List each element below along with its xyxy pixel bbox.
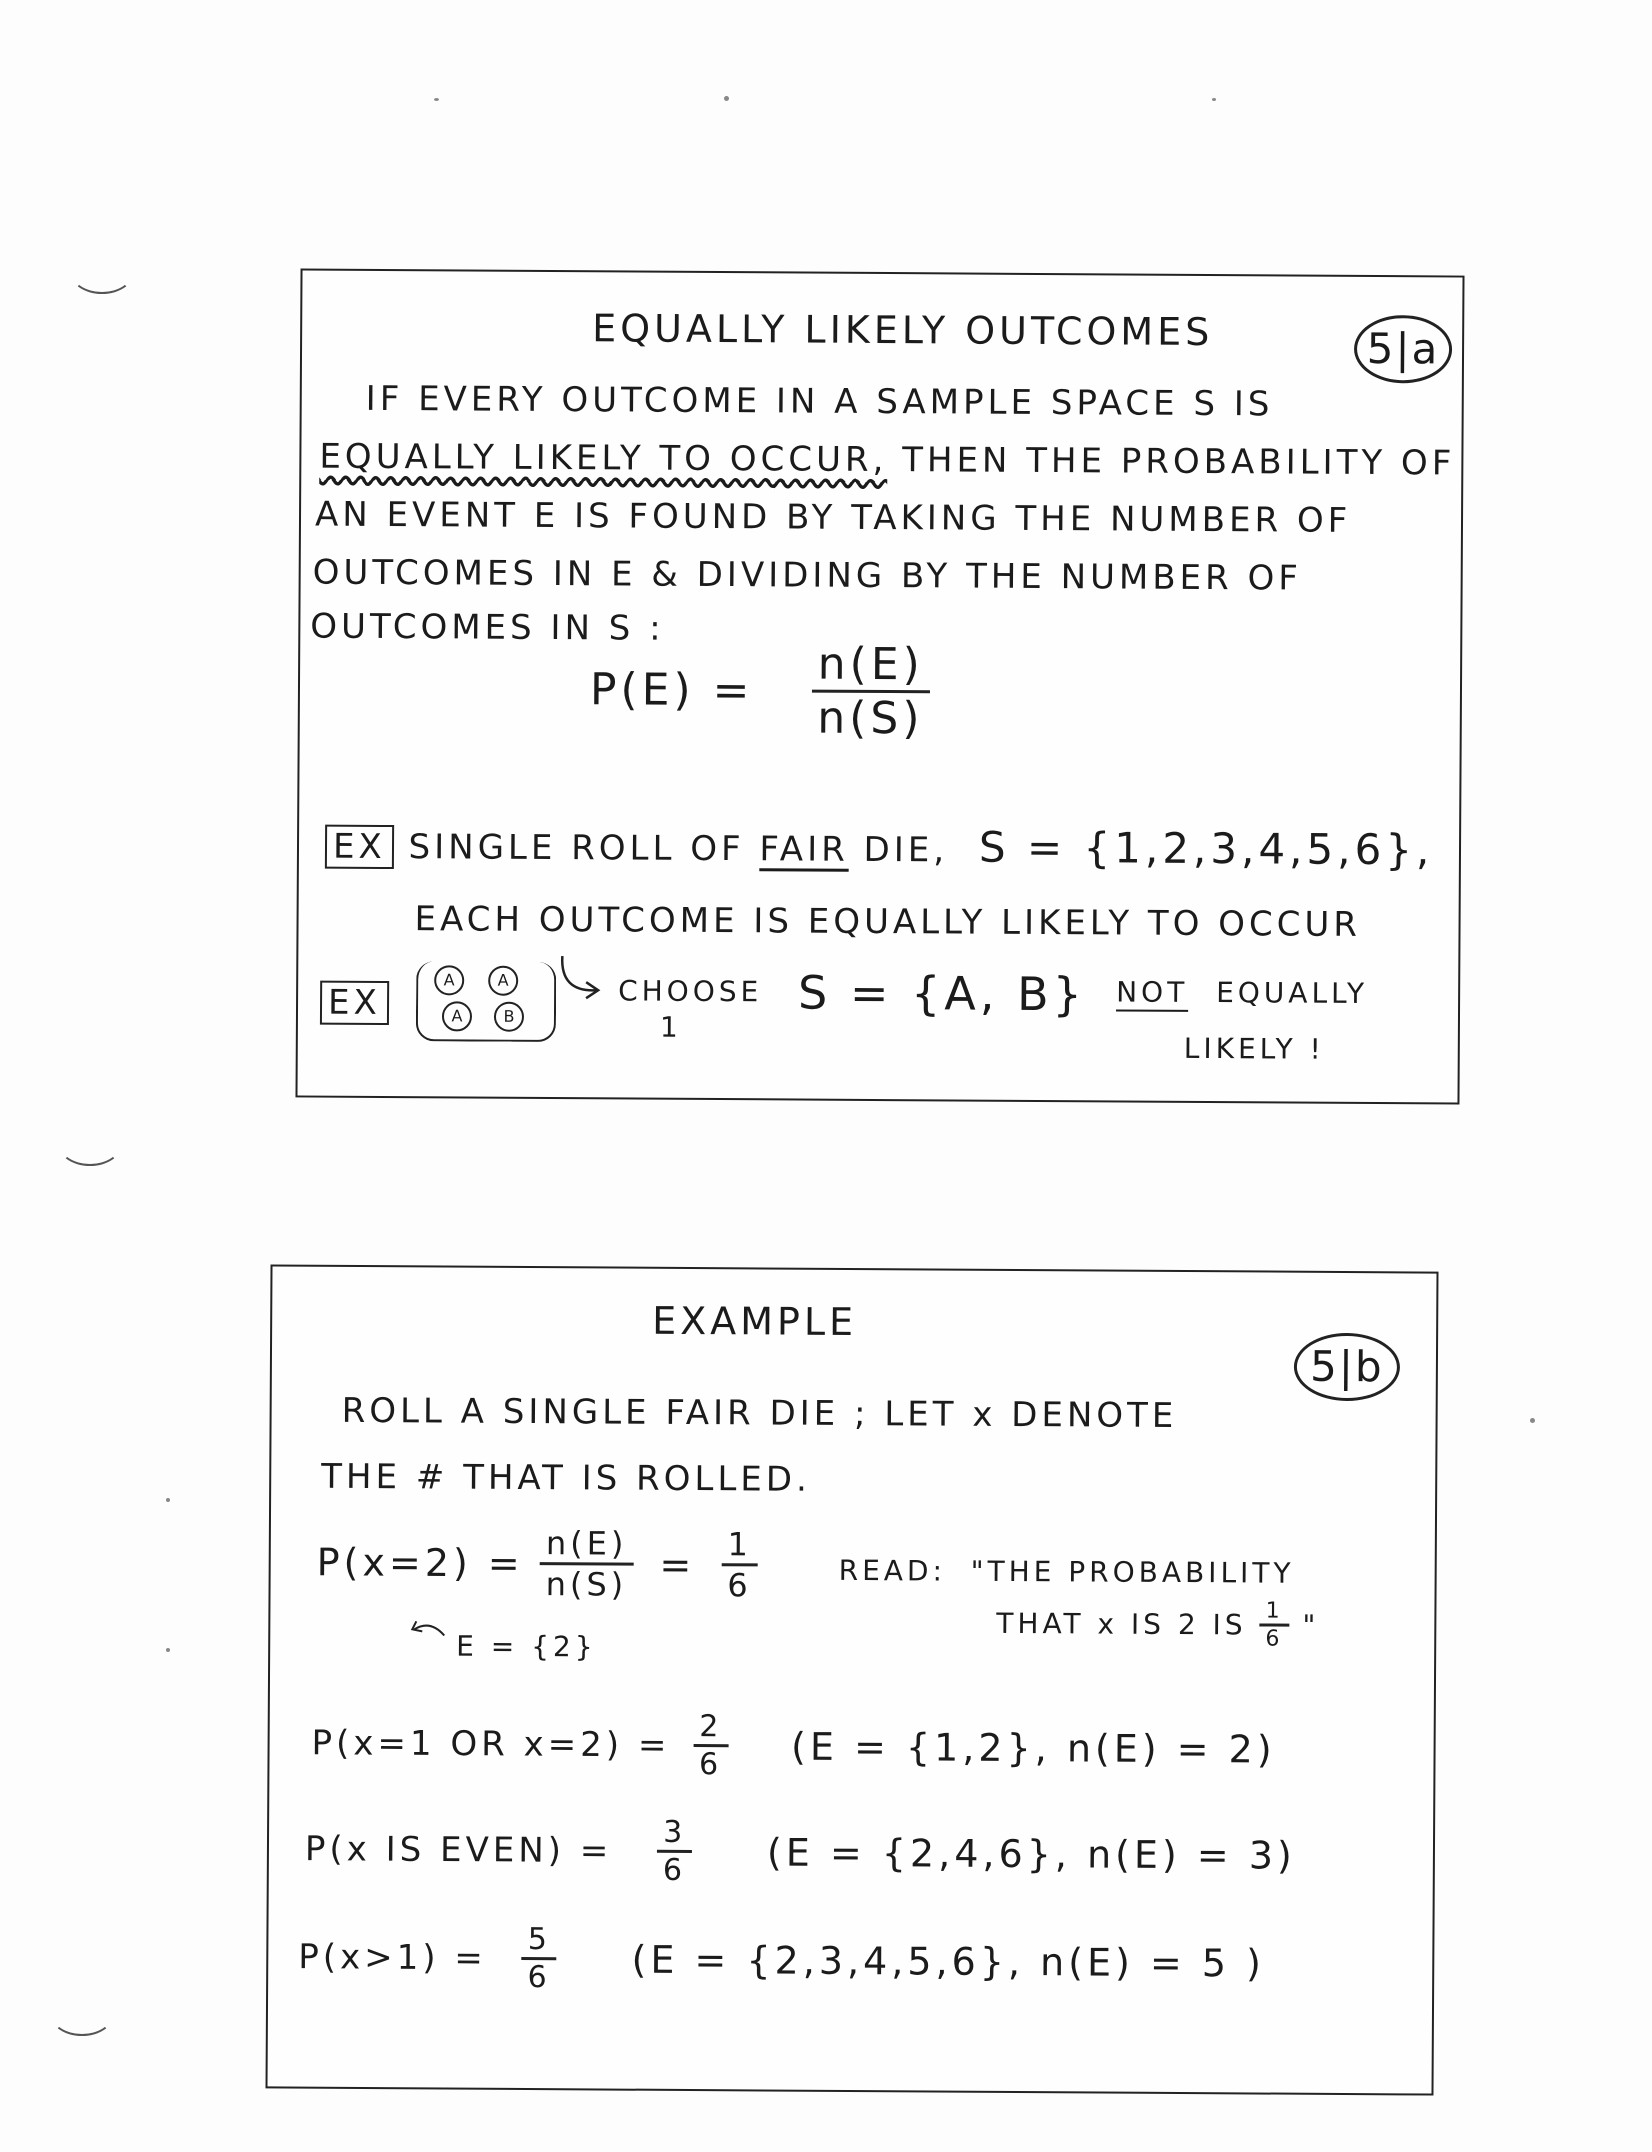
read-quote-text: THAT x IS 2 IS [996, 1606, 1247, 1642]
example-1-text-b: DIE, [863, 829, 949, 871]
peven-lhs: P(x IS EVEN) = [304, 1829, 613, 1872]
p2-denominator: n(S) [545, 1565, 628, 1604]
definition-line-3: AN EVENT E IS FOUND BY TAKING THE NUMBER OF [314, 494, 1352, 541]
p12-note: (E = {1,2}, n(E) = 2) [790, 1724, 1276, 1772]
pg1-denominator: 6 [527, 1960, 551, 1996]
p-x-1-or-2 [311, 1707, 1275, 1786]
ball-a: A [434, 965, 464, 995]
likely-label: LIKELY ! [1183, 1031, 1325, 1066]
peven-denominator: 6 [662, 1852, 687, 1888]
pg1-note: (E = {2,3,4,5,6}, n(E) = 5 ) [631, 1937, 1266, 1986]
example-1-line-2: EACH OUTCOME IS EQUALLY LIKELY TO OCCUR [414, 899, 1362, 945]
example-label: EX [320, 981, 389, 1025]
speck [166, 1498, 170, 1502]
p2-value-denominator: 6 [727, 1566, 752, 1605]
hook-arrow-icon [410, 1615, 450, 1645]
example-label: EX [325, 825, 394, 869]
speck [1212, 98, 1216, 101]
not-label: NOT [1116, 975, 1189, 1009]
bag-of-balls [416, 961, 556, 1042]
p12-lhs: P(x=1 OR x=2) = [311, 1723, 671, 1766]
p2-fraction [540, 1524, 634, 1604]
notecard-example [265, 1264, 1438, 2095]
peven-fraction [657, 1815, 693, 1888]
p2-value [721, 1525, 758, 1604]
definition-line-2-rest: THEN THE PROBABILITY OF [902, 440, 1456, 484]
pg1-numerator: 5 [522, 1922, 557, 1960]
sample-space-ab: S = {A, B} [797, 965, 1087, 1022]
p12-numerator: 2 [693, 1709, 728, 1747]
read-label: READ: [838, 1553, 947, 1588]
read-quote-line-1: "THE PROBABILITY [970, 1554, 1295, 1590]
probability-formula [590, 637, 930, 744]
p2-numerator: n(E) [540, 1524, 634, 1566]
punch-hole-mark [50, 1992, 114, 2036]
equally-likely-underlined: EQUALLY LIKELY TO OCCUR, [319, 436, 888, 481]
speck [724, 96, 729, 101]
ball-b: B [494, 1002, 524, 1032]
punch-hole-mark [58, 1122, 122, 1166]
example-1 [325, 819, 1434, 875]
formula-fraction [811, 639, 930, 745]
choose-label: CHOOSE [618, 974, 763, 1009]
notecard-equally-likely-outcomes [295, 268, 1464, 1104]
read-quote-line-2 [996, 1597, 1319, 1652]
peven-numerator: 3 [657, 1815, 692, 1853]
speck [434, 98, 439, 101]
event-set-note: E = {2} [456, 1629, 597, 1664]
read-close-quote: " [1302, 1608, 1320, 1642]
pg1-fraction [521, 1922, 557, 1995]
ball-a: A [488, 966, 518, 996]
fair-underlined: FAIR [759, 829, 849, 870]
problem-line-2: THE # THAT IS ROLLED. [321, 1456, 811, 1500]
choose-count: 1 [659, 1010, 682, 1044]
curved-arrow-icon [556, 952, 616, 1012]
punch-hole-mark [70, 250, 134, 294]
ball-a: A [442, 1001, 472, 1031]
formula-denominator: n(S) [817, 692, 924, 745]
p2-lhs: P(x=2) = [316, 1540, 524, 1586]
pg1-lhs: P(x>1) = [298, 1937, 487, 1979]
definition-line-5: OUTCOMES IN S : [310, 606, 665, 649]
peven-note: (E = {2,4,6}, n(E) = 3) [766, 1829, 1296, 1878]
definition-line-1: IF EVERY OUTCOME IN A SAMPLE SPACE S IS [365, 378, 1274, 425]
p-x-is-even [305, 1813, 1296, 1892]
p2-value-numerator: 1 [721, 1525, 758, 1566]
card-title: EQUALLY LIKELY OUTCOMES [592, 306, 1214, 355]
example-1-text: SINGLE ROLL OF [408, 827, 745, 870]
read-fraction [1259, 1598, 1289, 1651]
p-x-greater-than-1 [298, 1921, 1265, 2000]
p12-denominator: 6 [698, 1747, 723, 1783]
read-denominator: 6 [1265, 1626, 1284, 1652]
speck [166, 1648, 170, 1652]
sample-space-set: S = {1,2,3,4,5,6}, [978, 822, 1434, 875]
speck [1530, 1418, 1535, 1423]
definition-line-2 [319, 437, 1455, 484]
formula-numerator: n(E) [812, 639, 930, 694]
p2-equals: = [659, 1542, 696, 1587]
card-title: EXAMPLE [652, 1298, 858, 1345]
formula-lhs: P(E) = [589, 664, 754, 717]
card-number-badge: 5|a [1354, 315, 1452, 384]
problem-line-1: ROLL A SINGLE FAIR DIE ; LET x DENOTE [341, 1390, 1178, 1436]
equally-label: EQUALLY [1216, 976, 1369, 1010]
definition-line-4: OUTCOMES IN E & DIVIDING BY THE NUMBER OF [312, 552, 1302, 599]
card-number-badge: 5|b [1294, 1333, 1400, 1402]
p-x-equals-2 [316, 1523, 758, 1605]
read-numerator: 1 [1260, 1598, 1290, 1626]
p12-fraction [693, 1709, 729, 1782]
